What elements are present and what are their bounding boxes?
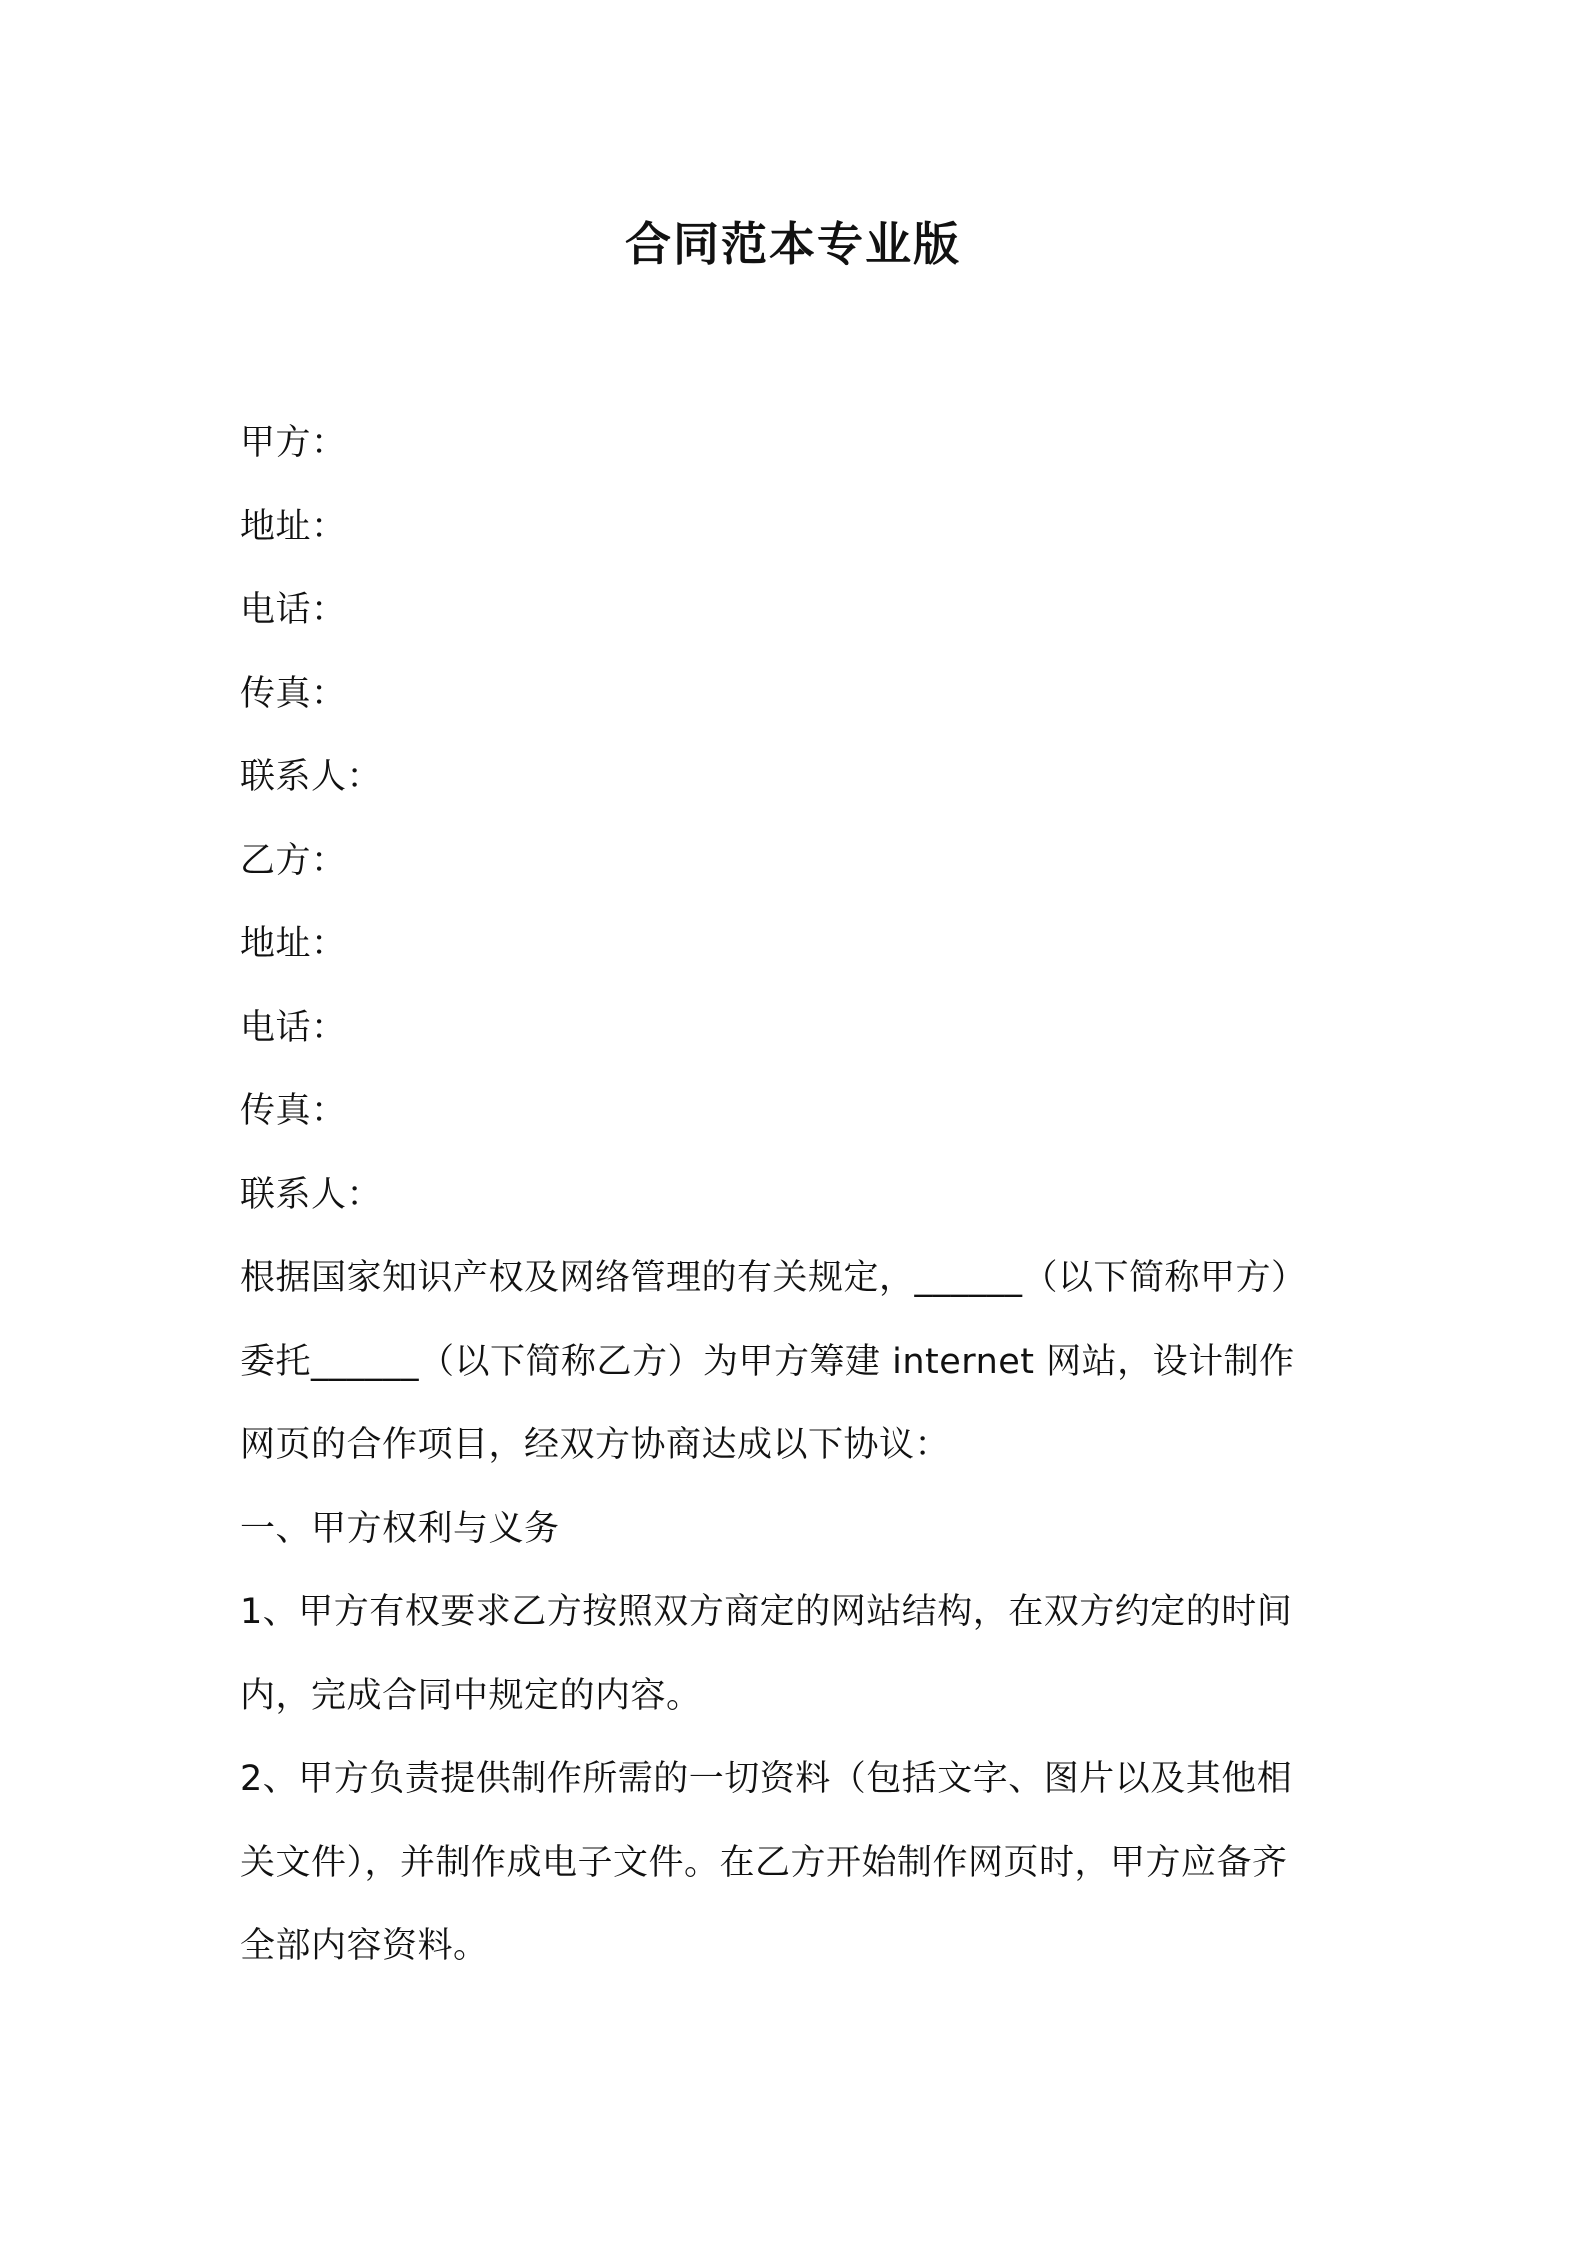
clause-line: 内，完成合同中规定的内容。	[240, 1675, 702, 1716]
party-b-address-label: 地址：	[240, 924, 347, 964]
clause-line: 关文件），并制作成电子文件。在乙方开始制作网页时，甲方应备齐	[240, 1842, 1288, 1883]
preamble-line: 网页的合作项目，经双方协商达成以下协议：	[240, 1425, 951, 1465]
document-body	[240, 402, 1360, 1989]
party-a-address-label: 地址：	[240, 506, 347, 547]
clause-line: 2、甲方负责提供制作所需的一切资料（包括文字、图片以及其他相	[240, 1759, 1293, 1799]
party-a-label: 甲方：	[240, 423, 347, 463]
clause-line: 1、甲方有权要求乙方按照双方商定的网站结构，在双方约定的时间	[240, 1592, 1293, 1632]
preamble-line: 委托______（以下简称乙方）为甲方筹建 internet 网站，设计制作	[240, 1341, 1295, 1382]
document-title: 合同范本专业版	[625, 217, 961, 271]
party-a-fax-label: 传真：	[240, 673, 347, 714]
party-a-phone-label: 电话：	[240, 590, 347, 630]
preamble-line: 根据国家知识产权及网络管理的有关规定，______（以下简称甲方）	[240, 1258, 1307, 1298]
clause-line: 全部内容资料。	[240, 1926, 489, 1966]
section-heading: 一、甲方权利与义务	[240, 1508, 560, 1549]
party-b-label: 乙方：	[240, 840, 347, 881]
party-b-phone-label: 电话：	[240, 1007, 347, 1048]
party-b-contact-label: 联系人：	[240, 1174, 383, 1215]
party-a-contact-label: 联系人：	[240, 757, 383, 797]
party-b-fax-label: 传真：	[240, 1091, 347, 1131]
